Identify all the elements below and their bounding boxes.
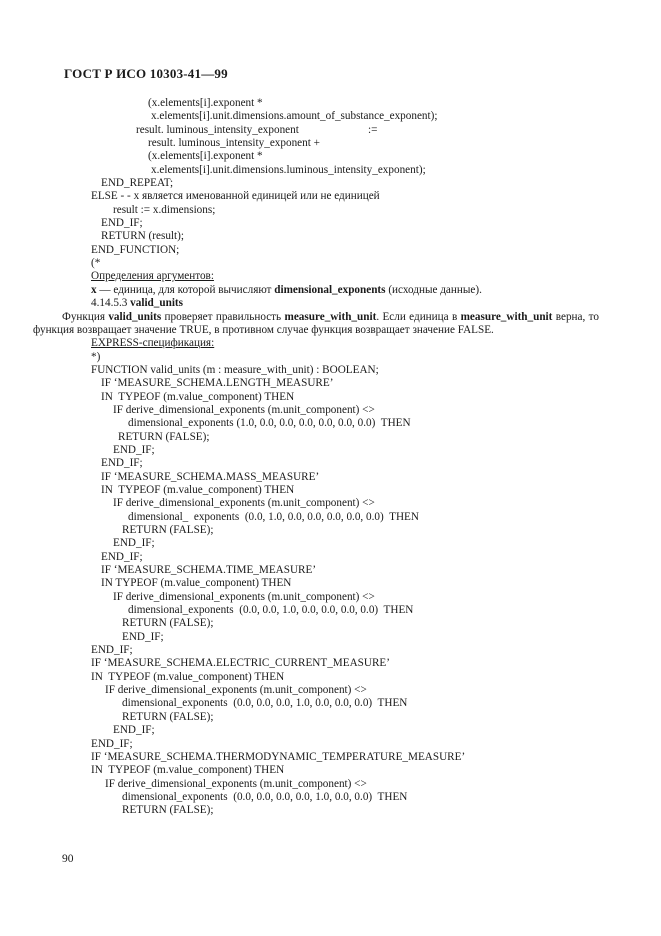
code-line: dimensional_exponents (1.0, 0.0, 0.0, 0.0, 0.0, 0.0, 0.0) THEN: [128, 417, 411, 430]
code-line: IF ‘MEASURE_SCHEMA.LENGTH_MEASURE’: [101, 377, 334, 390]
code-line: END_IF;: [113, 537, 155, 550]
code-line: IF derive_dimensional_exponents (m.unit_component) <>: [113, 497, 375, 510]
arg-term: dimensional_exponents: [274, 283, 386, 296]
code-line: IF ‘MEASURE_SCHEMA.TIME_MEASURE’: [101, 564, 317, 577]
desc-text: Функция: [62, 310, 109, 323]
section-heading: [0, 297, 661, 310]
code-line: IF ‘MEASURE_SCHEMA.THERMODYNAMIC_TEMPERATURE_MEASURE’: [91, 750, 466, 763]
desc-text: . Если единица в: [376, 310, 461, 323]
code-line: ELSE - - x является именованной единицей или не единицей: [91, 190, 380, 203]
desc-text: проверяет правильность: [161, 310, 285, 323]
code-line: result := x.dimensions;: [113, 203, 216, 216]
code-line: FUNCTION valid_units (m : measure_with_unit) : BOOLEAN;: [91, 363, 379, 376]
code-line: (x.elements[i].exponent *: [148, 150, 263, 163]
code-line: RETURN (FALSE);: [118, 430, 210, 443]
code-line: IN TYPEOF (m.value_component) THEN: [101, 577, 292, 590]
description-paragraph: [0, 311, 661, 338]
code-line: END_IF;: [122, 630, 164, 643]
code-line: result. luminous_intensity_exponent +: [148, 137, 320, 150]
code-line: IF derive_dimensional_exponents (m.unit_component) <>: [113, 590, 375, 603]
code-line: IF ‘MEASURE_SCHEMA.ELECTRIC_CURRENT_MEASURE’: [91, 657, 390, 670]
arg-name: x: [91, 283, 97, 296]
code-line: [0, 124, 661, 137]
express-heading-text: EXPRESS-спецификация:: [91, 337, 215, 350]
code-line: IN TYPEOF (m.value_component) THEN: [91, 670, 285, 683]
code-line: RETURN (FALSE);: [122, 617, 214, 630]
desc-term: measure_with_unit: [460, 310, 553, 323]
code-line: x.elements[i].unit.dimensions.amount_of_substance_exponent);: [151, 110, 438, 123]
code-line: END_FUNCTION;: [91, 243, 180, 256]
code-line: END_IF;: [101, 457, 143, 470]
document-header: ГОСТ Р ИСО 10303-41—99: [64, 66, 228, 81]
page-number: 90: [62, 853, 74, 865]
args-heading: [0, 270, 661, 283]
code-line: dimensional_exponents (0.0, 0.0, 0.0, 1.0, 0.0, 0.0, 0.0) THEN: [122, 697, 408, 710]
code-line: END_IF;: [113, 724, 155, 737]
assign-operator: :=: [368, 123, 378, 136]
arg-text: (исходные данные).: [385, 283, 482, 296]
code-line: IN TYPEOF (m.value_component) THEN: [101, 483, 295, 496]
code-line: IF derive_dimensional_exponents (m.unit_component) <>: [105, 684, 367, 697]
code-line: END_IF;: [91, 737, 133, 750]
code-line: END_IF;: [113, 443, 155, 456]
code-line: dimensional_ exponents (0.0, 1.0, 0.0, 0.0, 0.0, 0.0, 0.0) THEN: [128, 510, 419, 523]
section-number: 4.14.5.3: [91, 297, 131, 310]
page-body: [0, 97, 661, 818]
code-line: IF ‘MEASURE_SCHEMA.MASS_MEASURE’: [101, 470, 320, 483]
code-line: (*: [91, 257, 101, 270]
code-line: IF derive_dimensional_exponents (m.unit_component) <>: [113, 403, 375, 416]
code-line: RETURN (FALSE);: [122, 524, 214, 536]
desc-term: valid_units: [108, 310, 162, 323]
code-line: *): [91, 350, 101, 363]
section-title: valid_units: [130, 297, 184, 310]
code-line: dimensional_exponents (0.0, 0.0, 1.0, 0.0, 0.0, 0.0, 0.0) THEN: [128, 604, 414, 617]
code-line: (x.elements[i].exponent *: [148, 97, 263, 109]
args-heading-text: Определения аргументов:: [91, 270, 214, 283]
code-line: RETURN (FALSE);: [122, 710, 214, 723]
desc-text: верна, то функция возвращает значение TRUE, в противном случае функция возвращает значение FALSE.: [33, 310, 599, 336]
code-line: END_IF;: [101, 550, 143, 563]
code-line: IN TYPEOF (m.value_component) THEN: [101, 390, 295, 403]
code-line: dimensional_exponents (0.0, 0.0, 0.0, 0.0, 1.0, 0.0, 0.0) THEN: [122, 790, 408, 803]
arg-x-definition: [0, 284, 661, 297]
desc-term: measure_with_unit: [284, 310, 377, 323]
arg-text: — единица, для которой вычисляют: [96, 283, 275, 296]
code-line: RETURN (FALSE);: [122, 804, 214, 817]
code-line: IN TYPEOF (m.value_component) THEN: [91, 764, 285, 777]
code-line: RETURN (result);: [101, 230, 184, 243]
code-line: IF derive_dimensional_exponents (m.unit_component) <>: [105, 777, 367, 790]
code-text: result. luminous_intensity_exponent: [136, 123, 299, 136]
express-heading: [0, 337, 661, 350]
code-line: END_IF;: [91, 644, 133, 657]
code-line: END_REPEAT;: [101, 177, 174, 190]
code-line: x.elements[i].unit.dimensions.luminous_intensity_exponent);: [151, 163, 426, 176]
code-line: END_IF;: [101, 217, 143, 230]
